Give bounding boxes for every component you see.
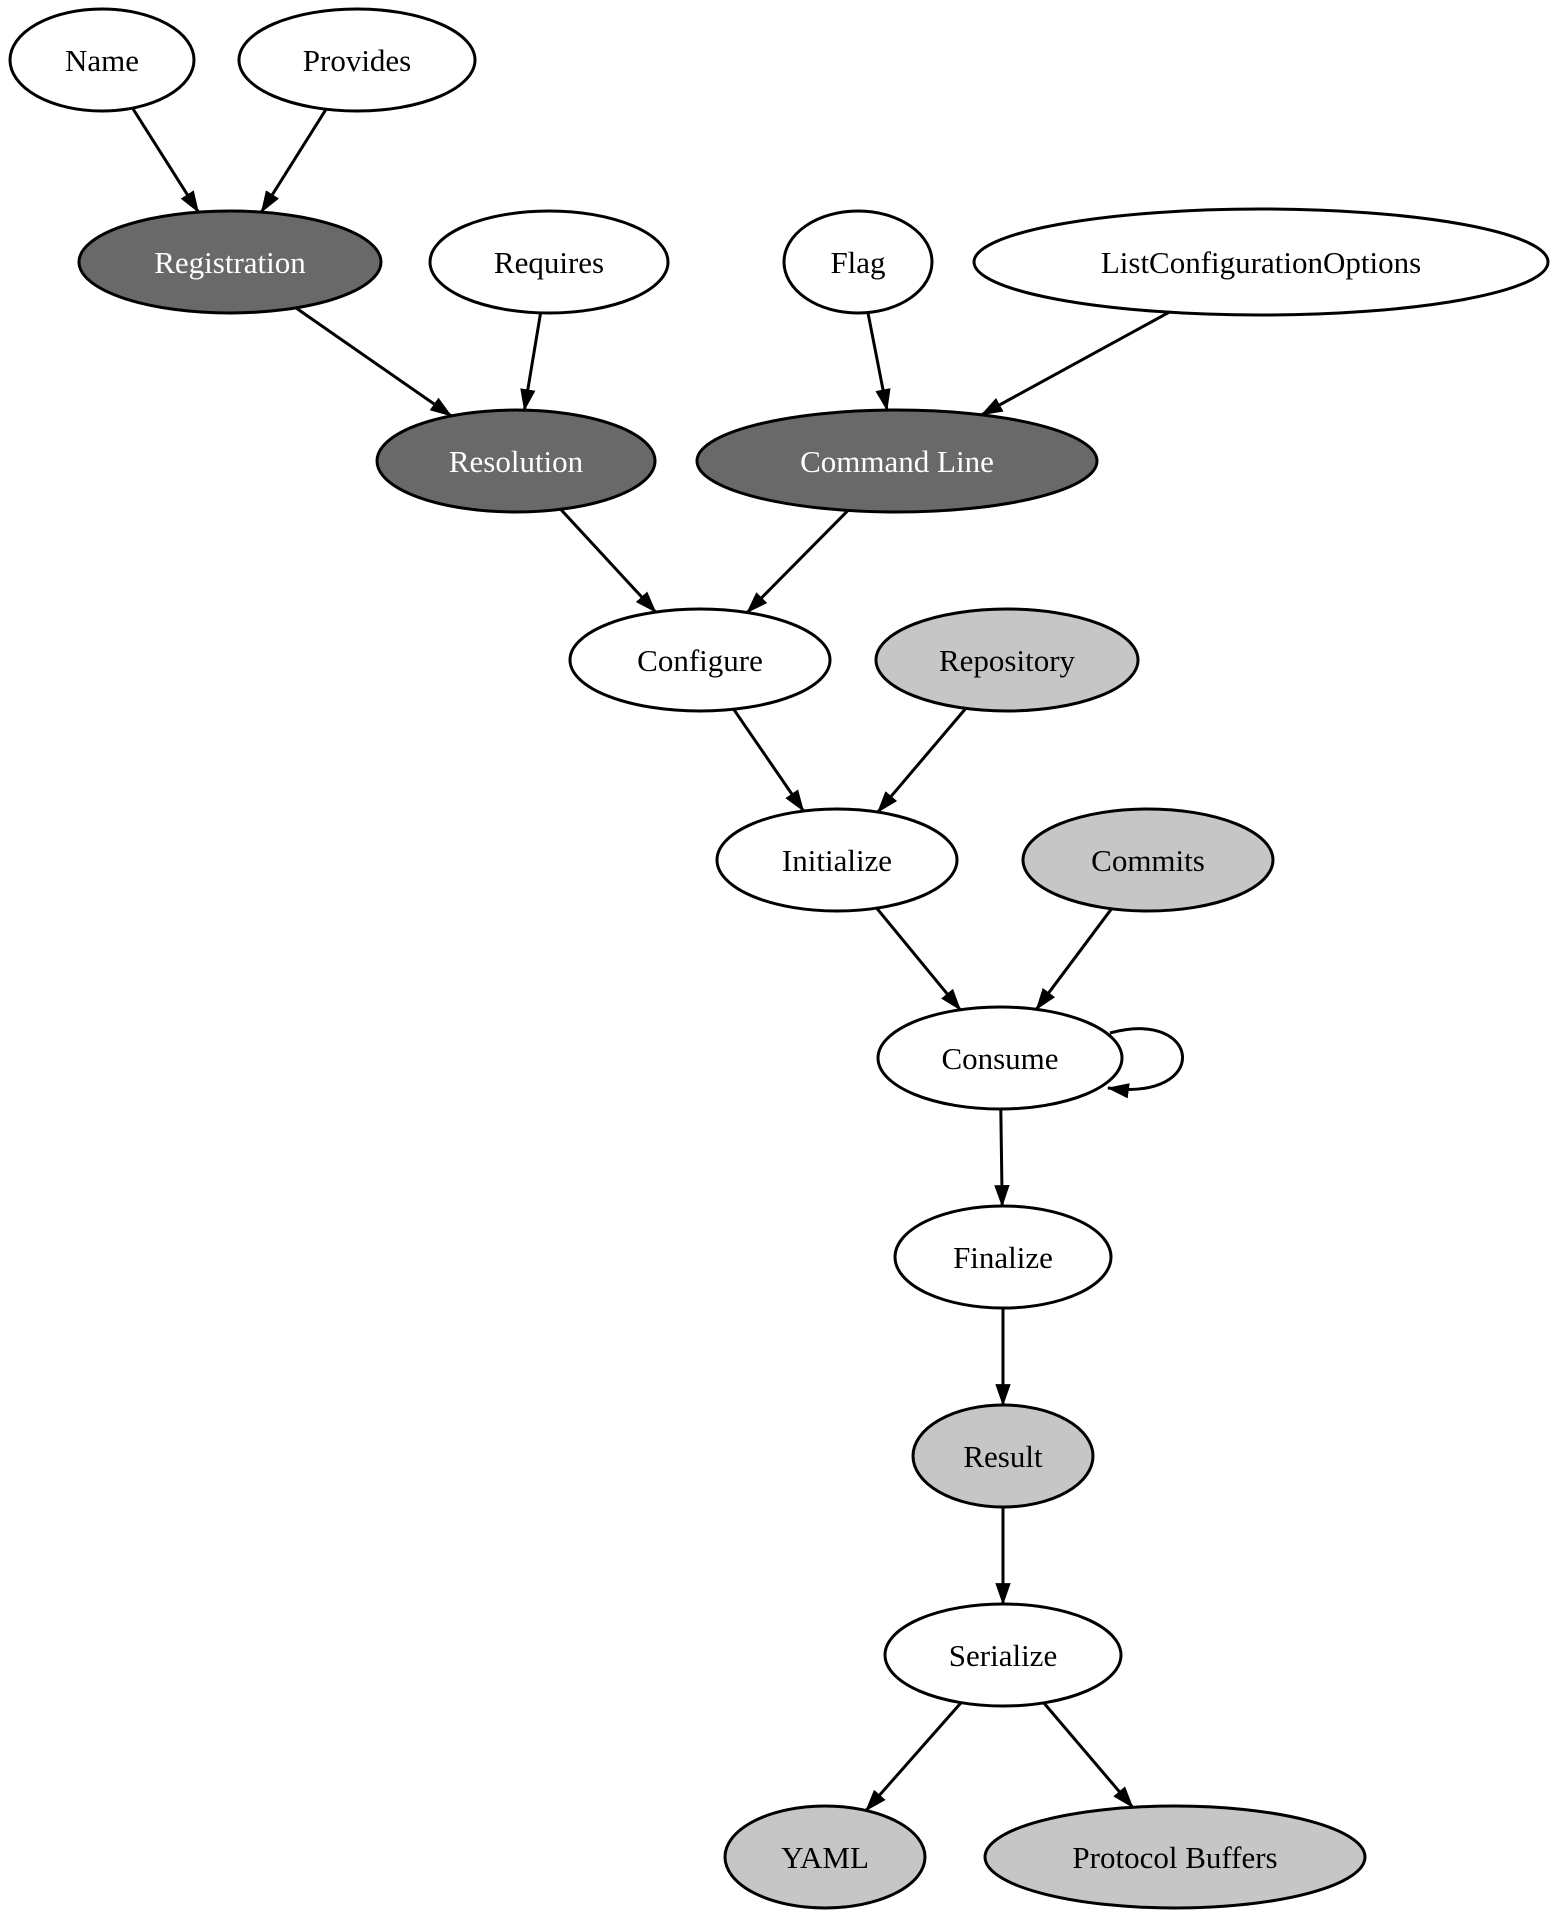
edge-initialize-consume: [877, 908, 961, 1010]
edge-provides-registration: [261, 109, 326, 212]
node-yaml-label: YAML: [781, 1839, 869, 1875]
node-list_configuration_options-label: ListConfigurationOptions: [1100, 244, 1422, 280]
node-initialize: [717, 809, 957, 911]
node-commits: [1023, 809, 1273, 911]
node-repository-label: Repository: [938, 642, 1076, 678]
node-serialize-label: Serialize: [948, 1637, 1058, 1673]
node-name: [10, 9, 194, 111]
node-protocol_buffers: [985, 1806, 1365, 1908]
edge-flag-command_line: [868, 313, 887, 411]
node-flag: [784, 211, 932, 313]
node-serialize: [885, 1604, 1121, 1706]
node-provides-label: Provides: [302, 42, 412, 78]
node-name-label: Name: [64, 42, 140, 78]
node-command_line: [697, 410, 1097, 512]
edge-list_configuration_options-command_line: [982, 312, 1170, 415]
edge-command_line-configure: [747, 510, 848, 612]
node-command_line-label: Command Line: [800, 443, 994, 479]
node-finalize-label: Finalize: [953, 1239, 1053, 1275]
edge-resolution-configure: [561, 509, 656, 612]
node-flag-label: Flag: [830, 244, 886, 280]
edge-configure-initialize: [734, 709, 804, 811]
edges-layer: [133, 108, 1183, 1810]
edge-serialize-yaml: [866, 1703, 961, 1811]
node-resolution: [377, 410, 655, 512]
node-list_configuration_options: [974, 209, 1548, 315]
node-finalize: [895, 1206, 1111, 1308]
edge-repository-initialize: [878, 708, 966, 812]
edge-commits-consume: [1036, 909, 1111, 1010]
node-requires-label: Requires: [493, 244, 605, 280]
node-commits-label: Commits: [1091, 842, 1205, 878]
node-registration-label: Registration: [154, 244, 306, 280]
node-initialize-label: Initialize: [781, 842, 893, 878]
node-result: [913, 1405, 1093, 1507]
node-protocol_buffers-label: Protocol Buffers: [1072, 1839, 1278, 1875]
node-configure: [570, 609, 830, 711]
edge-registration-resolution: [296, 308, 451, 416]
node-yaml: [725, 1806, 925, 1908]
node-provides: [239, 9, 475, 111]
node-requires: [430, 211, 668, 313]
node-consume: [878, 1007, 1122, 1109]
node-resolution-label: Resolution: [448, 443, 584, 479]
nodes-layer: [10, 9, 1548, 1908]
node-repository: [876, 609, 1138, 711]
edge-serialize-protocol_buffers: [1044, 1703, 1133, 1807]
edge-requires-resolution: [524, 313, 540, 410]
edge-name-registration: [133, 108, 199, 212]
node-result-label: Result: [963, 1438, 1043, 1474]
node-consume-label: Consume: [941, 1040, 1059, 1076]
node-registration: [79, 211, 381, 313]
node-configure-label: Configure: [637, 642, 763, 678]
edge-consume-finalize: [1001, 1109, 1002, 1206]
